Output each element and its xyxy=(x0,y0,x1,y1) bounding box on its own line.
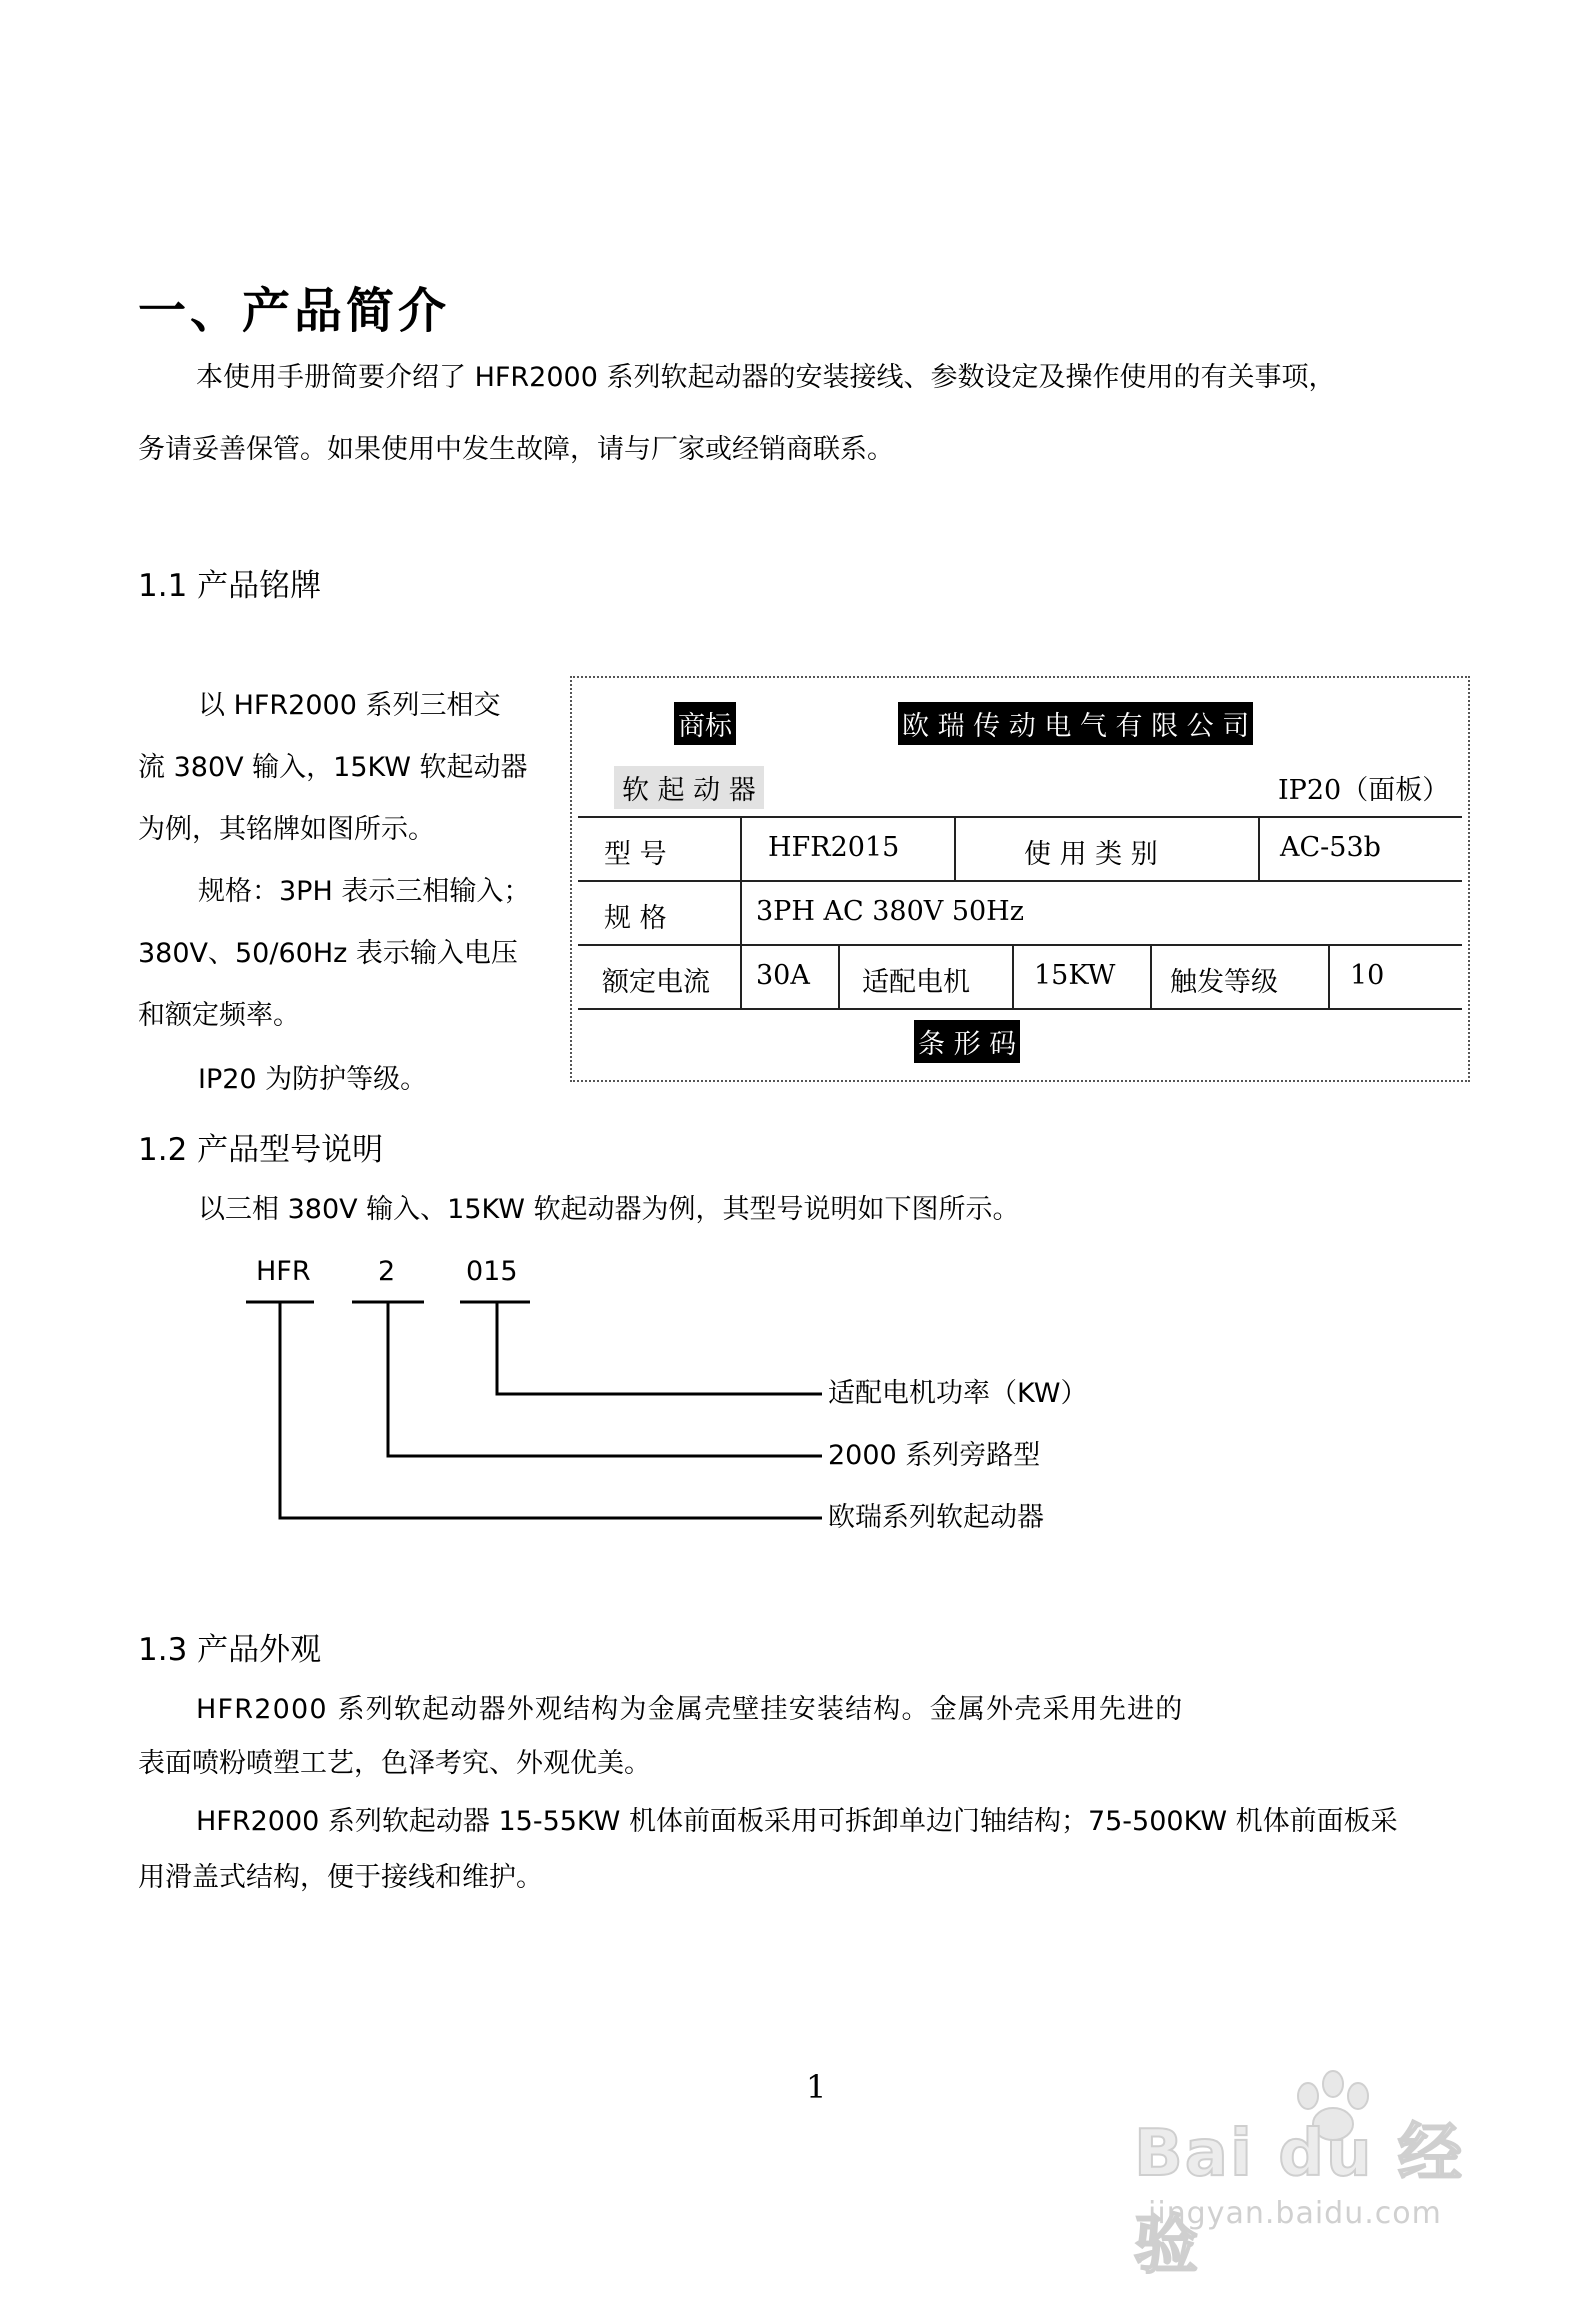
subsection-title-1-3: 1.3 产品外观 xyxy=(138,1632,322,1668)
explanation-series: 欧瑞系列软起动器 xyxy=(828,1502,1044,1533)
trip-label: 触发等级 xyxy=(1170,967,1278,998)
cell-divider xyxy=(1258,816,1260,880)
section-title: 一、产品简介 xyxy=(138,283,451,339)
motor-label: 适配电机 xyxy=(862,967,970,998)
model-value: HFR2015 xyxy=(768,832,900,863)
cell-divider xyxy=(1328,944,1330,1008)
current-value: 30A xyxy=(756,960,810,991)
nameplate-desc-line: 和额定频率。 xyxy=(138,1000,300,1031)
spec-value: 3PH AC 380V 50Hz xyxy=(756,896,1024,927)
cell-divider xyxy=(954,816,956,880)
barcode-label: 条 形 码 xyxy=(914,1020,1020,1063)
cell-divider xyxy=(740,816,742,880)
nameplate-desc-line: 流 380V 输入，15KW 软起动器 xyxy=(138,752,528,783)
model-intro: 以三相 380V 输入、15KW 软起动器为例，其型号说明如下图所示。 xyxy=(198,1194,1020,1225)
cell-divider xyxy=(740,944,742,1008)
code-part-power: 015 xyxy=(466,1256,518,1287)
subsection-title-1-2: 1.2 产品型号说明 xyxy=(138,1132,384,1168)
watermark xyxy=(1128,2066,1508,2283)
explanation-power: 适配电机功率（KW） xyxy=(828,1378,1088,1409)
cell-divider xyxy=(1150,944,1152,1008)
product-name: 软 起 动 器 xyxy=(614,766,764,809)
nameplate-desc-line: 规格：3PH 表示三相输入； xyxy=(198,876,531,907)
nameplate-desc-line: 为例，其铭牌如图所示。 xyxy=(138,814,435,845)
leader-series xyxy=(280,1302,822,1518)
usage-value: AC-53b xyxy=(1280,832,1381,863)
cell-divider xyxy=(838,944,840,1008)
subsection-title-1-1: 1.1 产品铭牌 xyxy=(138,568,322,604)
appearance-p1-line1: HFR2000 系列软起动器外观结构为金属壳壁挂安装结构。金属外壳采用先进的 xyxy=(196,1694,1184,1725)
cell-divider xyxy=(1012,944,1014,1008)
watermark-brand: Bai du 经验 xyxy=(1134,2117,1464,2283)
cell-divider xyxy=(740,880,742,944)
usage-label: 使 用 类 别 xyxy=(1024,839,1158,870)
appearance-p2-line1: HFR2000 系列软起动器 15-55KW 机体前面板采用可拆卸单边门轴结构；75-500KW 机体前面板采 xyxy=(196,1806,1398,1837)
row-divider xyxy=(578,880,1462,882)
leader-power xyxy=(497,1302,822,1394)
motor-value: 15KW xyxy=(1034,960,1116,991)
appearance-p2-line2: 用滑盖式结构，便于接线和维护。 xyxy=(138,1862,543,1893)
intro-line-1: 本使用手册简要介绍了 HFR2000 系列软起动器的安装接线、参数设定及操作使用的有关事项， xyxy=(196,362,1336,393)
appearance-p1-line2: 表面喷粉喷塑工艺，色泽考究、外观优美。 xyxy=(138,1748,651,1779)
model-label: 型 号 xyxy=(604,839,667,870)
leader-type xyxy=(388,1302,822,1456)
trip-value: 10 xyxy=(1350,960,1385,991)
code-part-series: HFR xyxy=(256,1256,311,1287)
brand-label: 商标 xyxy=(674,702,736,745)
explanation-type: 2000 系列旁路型 xyxy=(828,1440,1041,1471)
current-label: 额定电流 xyxy=(602,967,710,998)
protection-rating: IP20（面板） xyxy=(1278,775,1450,806)
nameplate-desc-line: 以 HFR2000 系列三相交 xyxy=(198,690,501,721)
code-part-type: 2 xyxy=(378,1256,396,1287)
company-name: 欧 瑞 传 动 电 气 有 限 公 司 xyxy=(898,702,1253,745)
spec-label: 规 格 xyxy=(604,903,667,934)
row-divider xyxy=(578,816,1462,818)
page-number: 1 xyxy=(806,2068,827,2106)
row-divider xyxy=(578,1008,1462,1010)
intro-line-2: 务请妥善保管。如果使用中发生故障，请与厂家或经销商联系。 xyxy=(138,434,894,465)
nameplate-desc-line: IP20 为防护等级。 xyxy=(198,1064,428,1095)
watermark-url: jingyan.baidu.com xyxy=(1148,2196,1442,2231)
nameplate-desc-line: 380V、50/60Hz 表示输入电压 xyxy=(138,938,518,969)
nameplate xyxy=(570,676,1470,1082)
